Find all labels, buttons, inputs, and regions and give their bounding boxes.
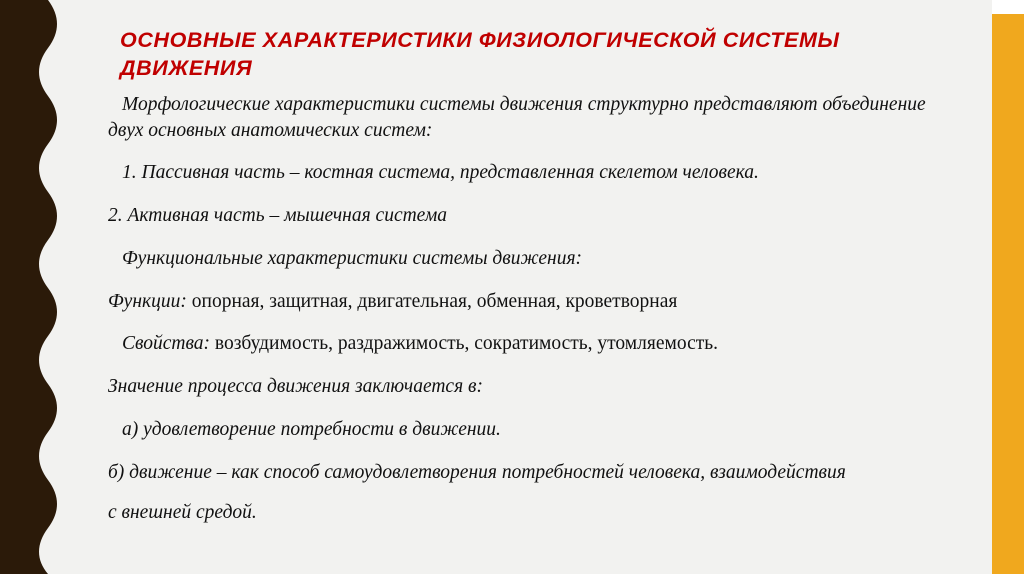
right-accent-band [992, 0, 1024, 574]
paragraph-active-part: 2. Активная часть – мышечная система [108, 205, 448, 227]
paragraph-functional-heading: Функциональные характеристики системы движения: [122, 247, 583, 269]
slide-body [108, 92, 953, 526]
paragraph-item-b-line1: б) движение – как способ самоудовлетворения потребностей человека, взаимодействия [108, 461, 846, 483]
paragraph-item-b-line2: с внешней средой. [108, 502, 257, 524]
properties-list: возбудимость, раздражимость, сократимость, утомляемость. [210, 333, 719, 355]
paragraph-meaning-heading: Значение процесса движения заключается в: [108, 376, 483, 398]
properties-label: Свойства: [122, 333, 211, 355]
paragraph-passive-part: 1. Пассивная часть – костная система, представленная скелетом человека. [122, 162, 759, 184]
page-title: ОСНОВНЫЕ ХАРАКТЕРИСТИКИ ФИЗИОЛОГИЧЕСКОЙ СИСТЕМЫ ДВИЖЕНИЯ [120, 28, 840, 81]
functions-list: опорная, защитная, двигательная, обменная, кроветворная [186, 290, 678, 312]
paragraph-functions [108, 289, 953, 315]
paragraph-morphological-intro: Морфологические характеристики системы движения структурно представляют объединение двух основных анатомических систем: [108, 94, 926, 141]
right-accent-band-cap [992, 0, 1024, 14]
wavy-edge-decoration [30, 0, 76, 574]
paragraph-item-a: а) удовлетворение потребности в движении. [122, 418, 501, 440]
functions-label: Функции: [108, 290, 187, 312]
paragraph-properties [108, 331, 953, 357]
